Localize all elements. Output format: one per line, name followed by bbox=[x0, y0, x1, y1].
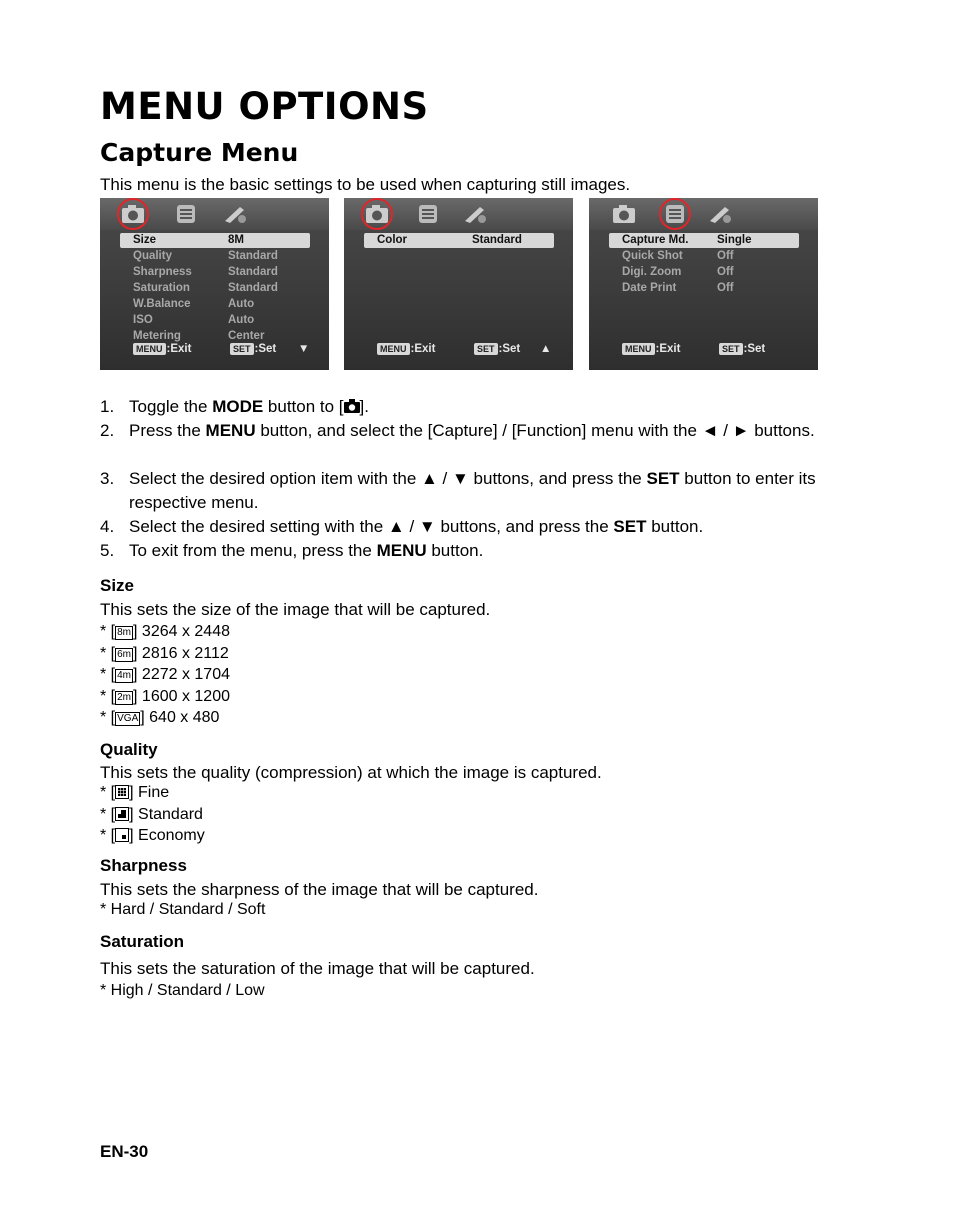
menu-row[interactable]: Date Print Off bbox=[622, 282, 734, 294]
set-key-tag: SET bbox=[474, 343, 498, 355]
camera-icon bbox=[611, 203, 637, 225]
selected-tab-circle bbox=[117, 198, 149, 230]
quality-fine-icon bbox=[115, 785, 129, 799]
menu-screen-function bbox=[589, 198, 818, 370]
function-menu-icon bbox=[415, 203, 441, 225]
list-item: * [ ] Economy bbox=[100, 827, 205, 844]
function-menu-icon bbox=[173, 203, 199, 225]
quality-economy-icon bbox=[115, 828, 129, 842]
size-2m-icon: 2m bbox=[117, 692, 132, 703]
selected-tab-circle bbox=[361, 198, 393, 230]
saturation-heading: Saturation bbox=[100, 932, 185, 951]
menu-key-tag: MENU bbox=[377, 343, 410, 355]
setup-tools-icon bbox=[222, 203, 248, 225]
menu-screen-capture bbox=[100, 198, 329, 370]
menu-row[interactable]: Color Standard bbox=[364, 233, 554, 248]
menu-footer-bar: MENU :Exit SET :Set ▲ bbox=[344, 343, 573, 361]
list-item: * [ VGA ] 640 x 480 bbox=[100, 709, 220, 726]
intro-text: This menu is the basic settings to be used when capturing still images. bbox=[100, 175, 631, 194]
menu-row[interactable]: Size 8M bbox=[120, 233, 310, 248]
quality-desc: This sets the quality (compression) at which the image is captured. bbox=[100, 763, 602, 782]
list-item: * [ ] Fine bbox=[100, 784, 170, 801]
setup-tools-icon bbox=[462, 203, 488, 225]
list-item: * [ ] Standard bbox=[100, 806, 203, 823]
saturation-options: * High / Standard / Low bbox=[100, 982, 265, 999]
menu-key-tag: MENU bbox=[133, 343, 166, 355]
scroll-arrow-icon: ▼ bbox=[298, 343, 310, 355]
menu-row[interactable]: Capture Md. Single bbox=[609, 233, 799, 248]
menu-row[interactable]: Metering Center bbox=[133, 330, 265, 342]
size-6m-icon: 6m bbox=[117, 649, 132, 660]
menu-row[interactable]: Saturation Standard bbox=[133, 282, 278, 294]
selected-tab-circle bbox=[659, 198, 691, 230]
sharpness-desc: This sets the sharpness of the image that will be captured. bbox=[100, 880, 539, 899]
size-4m-icon: 4m bbox=[117, 670, 132, 681]
sharpness-options: * Hard / Standard / Soft bbox=[100, 901, 266, 918]
list-item: * [ 6m ] 2816 x 2112 bbox=[100, 645, 229, 662]
quality-heading: Quality bbox=[100, 740, 158, 759]
sharpness-heading: Sharpness bbox=[100, 856, 187, 875]
setup-tools-icon bbox=[707, 203, 733, 225]
section-title: Capture Menu bbox=[100, 138, 299, 167]
camera-icon bbox=[344, 399, 360, 413]
menu-footer-bar: MENU :Exit SET :Set ▼ bbox=[100, 343, 329, 361]
size-8m-icon: 8m bbox=[117, 627, 132, 638]
menu-row[interactable]: Digi. Zoom Off bbox=[622, 266, 734, 278]
menu-key-tag: MENU bbox=[622, 343, 655, 355]
list-item: * [ 2m ] 1600 x 1200 bbox=[100, 688, 230, 705]
size-desc: This sets the size of the image that will be captured. bbox=[100, 600, 491, 619]
menu-row[interactable]: W.Balance Auto bbox=[133, 298, 255, 310]
page-number: EN-30 bbox=[100, 1142, 149, 1161]
menu-row[interactable]: ISO Auto bbox=[133, 314, 255, 326]
size-heading: Size bbox=[100, 576, 135, 595]
menu-row[interactable]: Sharpness Standard bbox=[133, 266, 278, 278]
scroll-arrow-icon: ▲ bbox=[540, 343, 552, 355]
set-key-tag: SET bbox=[230, 343, 254, 355]
menu-footer-bar: MENU :Exit SET :Set bbox=[589, 343, 818, 361]
list-item: * [ 4m ] 2272 x 1704 bbox=[100, 666, 230, 683]
menu-row[interactable]: Quick Shot Off bbox=[622, 250, 734, 262]
menu-screen-color bbox=[344, 198, 573, 370]
quality-standard-icon bbox=[115, 807, 129, 821]
set-key-tag: SET bbox=[719, 343, 743, 355]
list-item: * [ 8m ] 3264 x 2448 bbox=[100, 623, 230, 640]
saturation-desc: This sets the saturation of the image that will be captured. bbox=[100, 959, 535, 978]
size-vga-icon: VGA bbox=[117, 713, 139, 724]
menu-row[interactable]: Quality Standard bbox=[133, 250, 278, 262]
page-title: MENU OPTIONS bbox=[100, 85, 429, 128]
